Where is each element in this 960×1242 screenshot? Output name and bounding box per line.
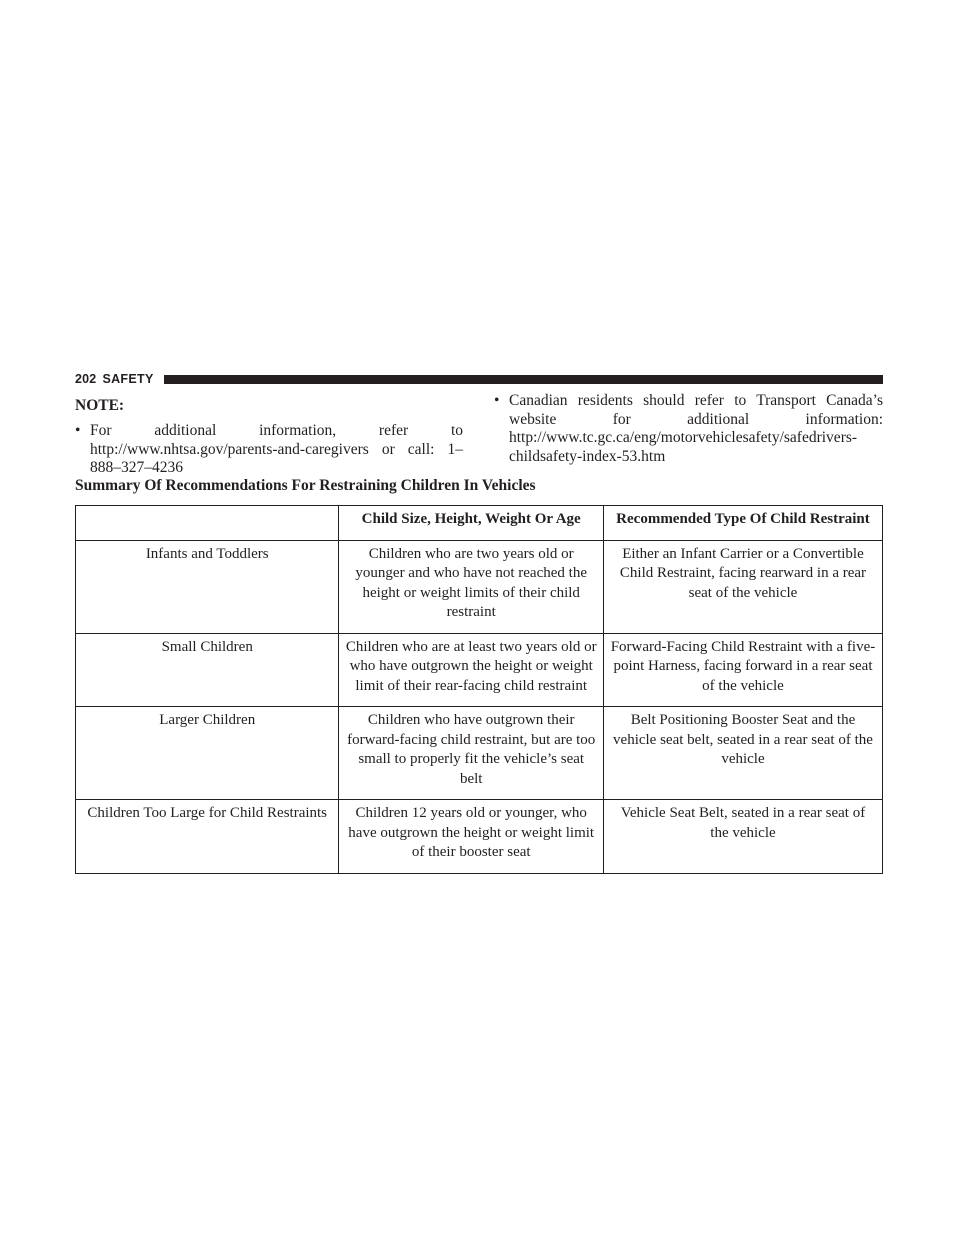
table-header-cell <box>76 506 339 541</box>
table-cell: Children who have outgrown their forward-facing child restraint, but are too small to properly fit the vehicle’s seat belt <box>339 707 604 800</box>
bullet-dot-icon: • <box>494 392 500 409</box>
table-cell: Infants and Toddlers <box>76 540 339 633</box>
table-header-cell: Recommended Type Of Child Restraint <box>603 506 882 541</box>
table-cell: Children 12 years old or younger, who have outgrown the height or weight limit of their booster seat <box>339 800 604 874</box>
restraint-recommendations-table <box>75 505 883 874</box>
bullet-dot-icon: • <box>75 422 81 439</box>
note-title: NOTE: <box>75 397 125 414</box>
table-cell: Small Children <box>76 633 339 707</box>
table-row <box>76 633 883 707</box>
table-cell: Children Too Large for Child Restraints <box>76 800 339 874</box>
table-cell: Forward-Facing Child Restraint with a five-point Harness, facing forward in a rear seat of the vehicle <box>603 633 882 707</box>
page-header <box>75 370 883 388</box>
note-bullet <box>75 422 463 478</box>
table-cell: Vehicle Seat Belt, seated in a rear seat of the vehicle <box>603 800 882 874</box>
table-row <box>76 707 883 800</box>
page-number: 202 <box>75 372 97 386</box>
table-row <box>76 540 883 633</box>
table-header-cell: Child Size, Height, Weight Or Age <box>339 506 604 541</box>
table-cell: Larger Children <box>76 707 339 800</box>
table-cell: Either an Infant Carrier or a Convertible Child Restraint, facing rearward in a rear seat of the vehicle <box>603 540 882 633</box>
note-bullet <box>494 392 883 466</box>
table-cell: Children who are at least two years old or who have outgrown the height or weight limit of their rear-facing child restraint <box>339 633 604 707</box>
table-row <box>76 800 883 874</box>
table-cell: Belt Positioning Booster Seat and the vehicle seat belt, seated in a rear seat of the vehicle <box>603 707 882 800</box>
table-header-row <box>76 506 883 541</box>
section-title: SAFETY <box>102 372 154 386</box>
header-rule <box>164 375 883 384</box>
table-caption: Summary Of Recommendations For Restraining Children In Vehicles <box>75 477 536 494</box>
table-cell: Children who are two years old or younger and who have not reached the height or weight limits of their child restraint <box>339 540 604 633</box>
note-bullet-text: For additional information, refer to http://www.nhtsa.gov/parents-and-caregivers or call: 1–888–327–4236 <box>90 422 463 476</box>
note-bullet-text: Canadian residents should refer to Transport Canada’s website for additional information: http://www.tc.gc.ca/eng/motorvehiclesafety/safedrivers-childsafety-index-53.htm <box>509 392 883 465</box>
